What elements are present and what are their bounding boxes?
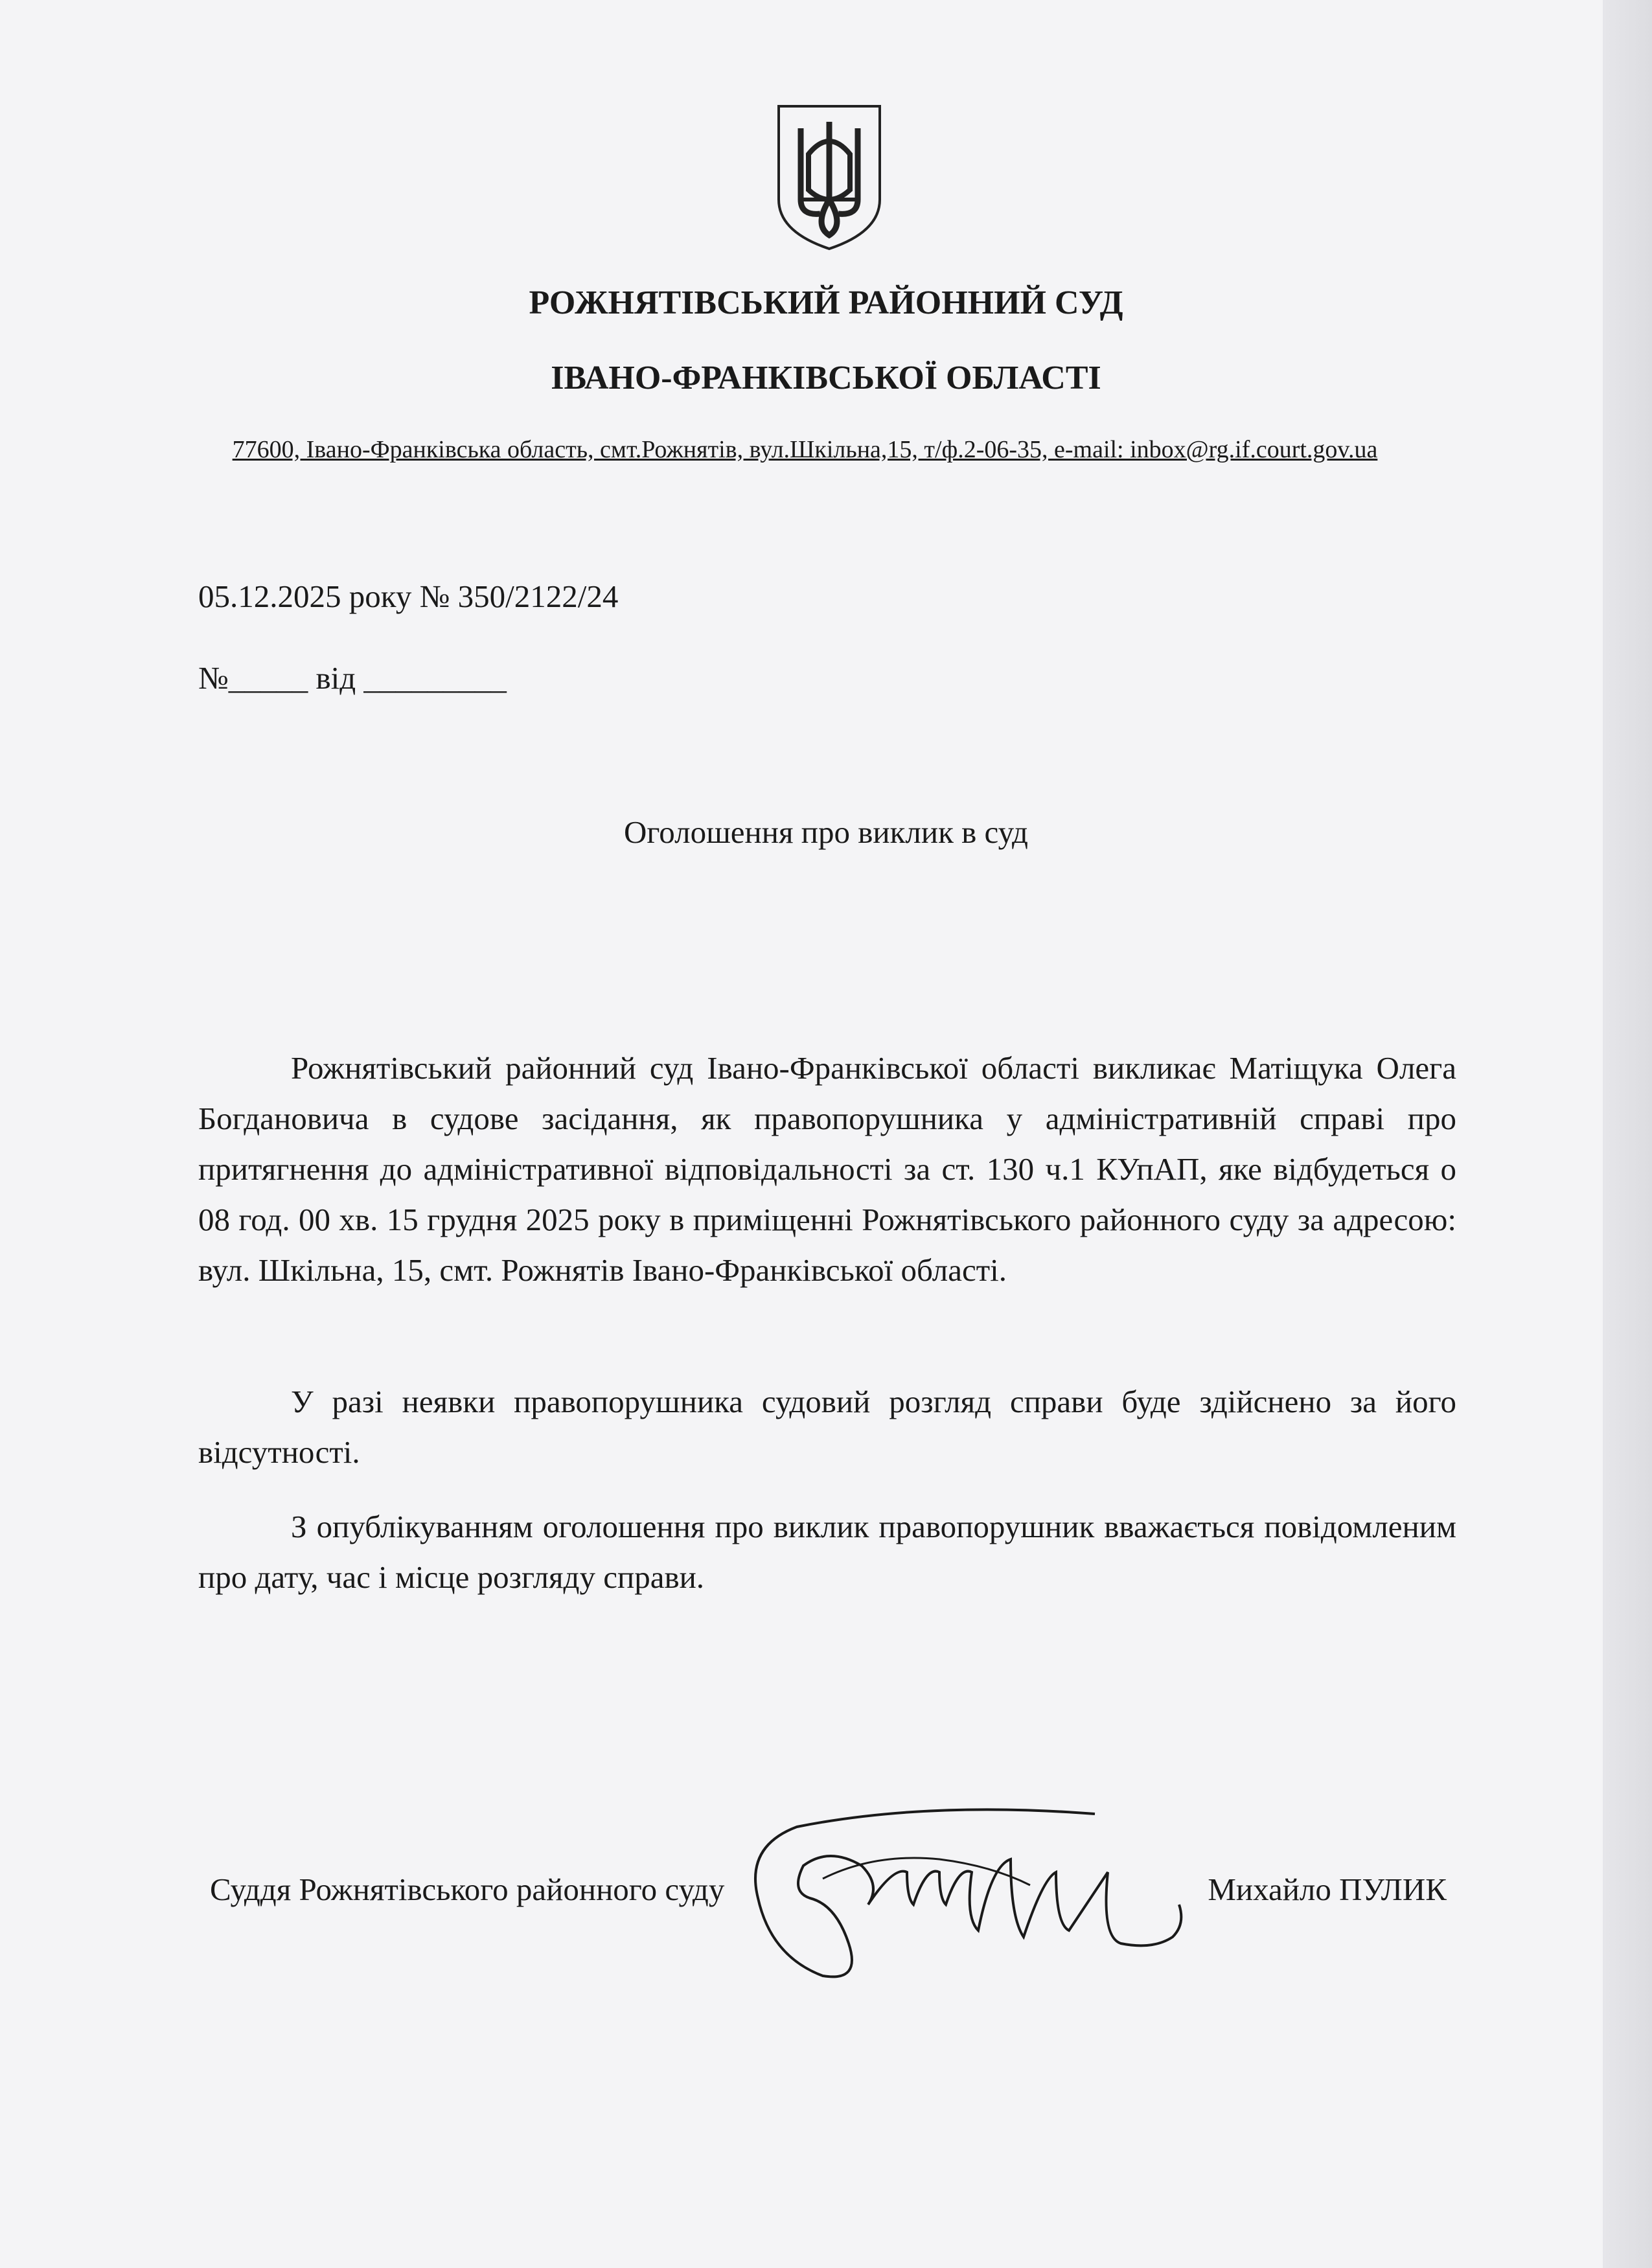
paper-edge-shadow (1603, 0, 1652, 2268)
court-address: 77600, Івано-Франківська область, смт.Рожнятів, вул.Шкільна,15, т/ф.2-06-35, e-mail: inbox@rg.if.court.gov.ua (232, 436, 1378, 463)
reference-line: №_____ від _________ (198, 660, 507, 696)
paragraph-notification: З опублікуванням оголошення про виклик правопорушник вважається повідомленим про дату, час і місце розгляду справи. (198, 1509, 1456, 1595)
coat-of-arms-icon (775, 102, 884, 251)
document-title: Оголошення про виклик в суд (624, 814, 1028, 850)
paragraph-summons: Рожнятівський районний суд Івано-Франківської області викликає Матіщука Олега Богдановича в судове засідання, як правопорушника у адміністративній справі про притягнення до адміністративної відповідальності за ст. 130 ч.1 КУпАП, яке відбудеться о 08 год. 00 хв. 15 грудня 2025 року в приміщенні Рожнятівського районного суду за адресою: вул. Шкільна, 15, смт. Рожнятів Івано-Франківської області. (198, 1050, 1456, 1288)
court-region: ІВАНО-ФРАНКІВСЬКОЇ ОБЛАСТІ (551, 360, 1101, 396)
signatory-name: Михайло ПУЛИК (1208, 1872, 1447, 1907)
court-name: РОЖНЯТІВСЬКИЙ РАЙОННИЙ СУД (529, 284, 1123, 321)
signatory-position: Суддя Рожнятівського районного суду (210, 1872, 725, 1907)
document-date-number: 05.12.2025 року № 350/2122/24 (198, 578, 619, 614)
handwritten-signature (732, 1788, 1211, 1989)
paragraph-absence: У разі неявки правопорушника судовий розгляд справи буде здійснено за його відсутності. (198, 1384, 1456, 1470)
